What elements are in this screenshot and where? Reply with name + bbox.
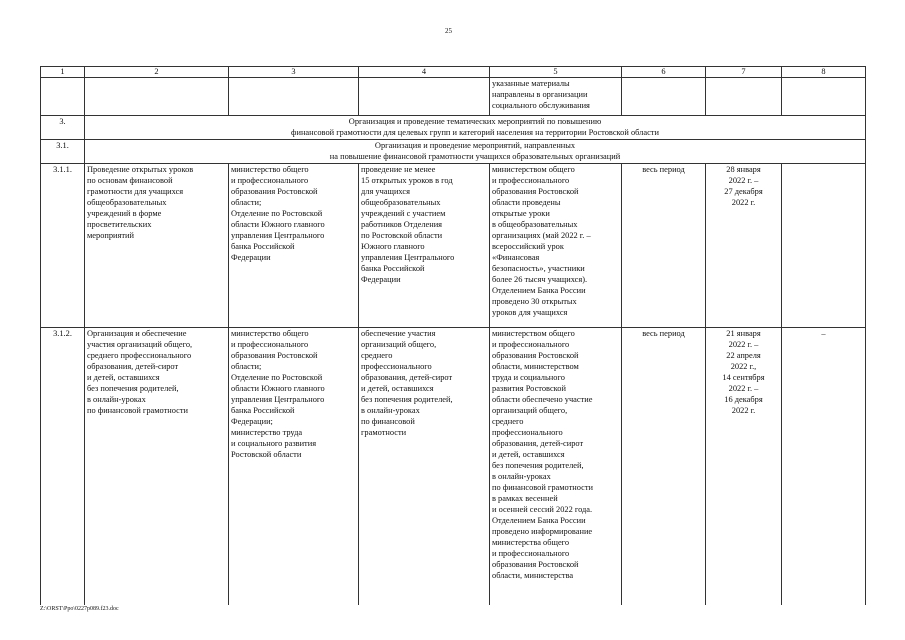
section-title: Организация и проведение тематических мероприятий по повышению финансовой грамотности для целевых групп и категорий населения на территории Ростовской области (85, 116, 866, 140)
footer-file-path: Z:\ORST\Ppo\0227p089.f23.doc (40, 606, 119, 612)
measures-table (40, 66, 866, 605)
table-row (41, 164, 866, 328)
responsible: министерство общего и профессионального образования Ростовской области; Отделение по Ростовской области Южного главного управления Центрального банка Российской Федерации; министерство труда и социального развития Ростовской области (229, 328, 359, 606)
actual-result: министерством общего и профессионального образования Ростовской области, министерством труда и социального развития Ростовской области обеспечено участие организаций общего, среднего профессионального образования, детей-сирот и детей, оставшихся без попечения родителей, в онлайн-уроках по финансовой грамотности в рамках весенней и осенней сессий 2022 года. Отделением Банка России проведено информирование министерства общего и профессионального образования Ростовской области, министерства (490, 328, 622, 606)
col-header-8: 8 (782, 67, 866, 78)
dates: 28 января 2022 г. – 27 декабря 2022 г. (706, 164, 782, 328)
actual-result: министерством общего и профессионального образования Ростовской области проведены открытые уроки в общеобразовательных организациях (май 2022 г. – всероссийский урок «Финансовая безопасность», участники более 26 тысяч учащихся). Отделением Банка России проведено 30 открытых уроков для учащихся (490, 164, 622, 328)
col-header-7: 7 (706, 67, 782, 78)
continuation-row (41, 78, 866, 116)
expected-result: обеспечение участия организаций общего, среднего профессионального образования, детей-сирот и детей, оставшихся без попечения родителей, в онлайн-уроках по финансовой грамотности (359, 328, 490, 606)
measure-name: Проведение открытых уроков по основам финансовой грамотности для учащихся общеобразовательных учреждений в форме просветительских мероприятий (85, 164, 229, 328)
period: весь период (622, 164, 706, 328)
cell (782, 78, 866, 116)
dates: 21 января 2022 г. – 22 апреля 2022 г., 14 сентября 2022 г. – 16 декабря 2022 г. (706, 328, 782, 606)
col-header-4: 4 (359, 67, 490, 78)
subsection-number: 3.1. (41, 140, 85, 164)
col-header-6: 6 (622, 67, 706, 78)
row-number: 3.1.1. (41, 164, 85, 328)
table-row (41, 328, 866, 606)
cell (706, 78, 782, 116)
cell (85, 78, 229, 116)
note: – (782, 328, 866, 606)
page-number: 25 (445, 27, 452, 35)
column-numbers-row (41, 67, 866, 78)
col-header-1: 1 (41, 67, 85, 78)
col-header-5: 5 (490, 67, 622, 78)
cell (41, 78, 85, 116)
cell (359, 78, 490, 116)
expected-result: проведение не менее 15 открытых уроков в год для учащихся общеобразовательных учреждений с участием работников Отделения по Ростовской области Южного главного управления Центрального банка Российской Федерации (359, 164, 490, 328)
cell (622, 78, 706, 116)
period: весь период (622, 328, 706, 606)
col-header-2: 2 (85, 67, 229, 78)
subsection-title: Организация и проведение мероприятий, направленных на повышение финансовой грамотности учащихся образовательных организаций (85, 140, 866, 164)
measure-name: Организация и обеспечение участия организаций общего, среднего профессионального образования, детей-сирот и детей, оставшихся без попечения родителей, в онлайн-уроках по финансовой грамотности (85, 328, 229, 606)
row-number: 3.1.2. (41, 328, 85, 606)
subsection-row (41, 140, 866, 164)
section-row (41, 116, 866, 140)
note (782, 164, 866, 328)
cell (229, 78, 359, 116)
col-header-3: 3 (229, 67, 359, 78)
responsible: министерство общего и профессионального образования Ростовской области; Отделение по Ростовской области Южного главного управления Центрального банка Российской Федерации (229, 164, 359, 328)
continuation-result: указанные материалы направлены в организации социального обслуживания (490, 78, 622, 116)
section-number: 3. (41, 116, 85, 140)
